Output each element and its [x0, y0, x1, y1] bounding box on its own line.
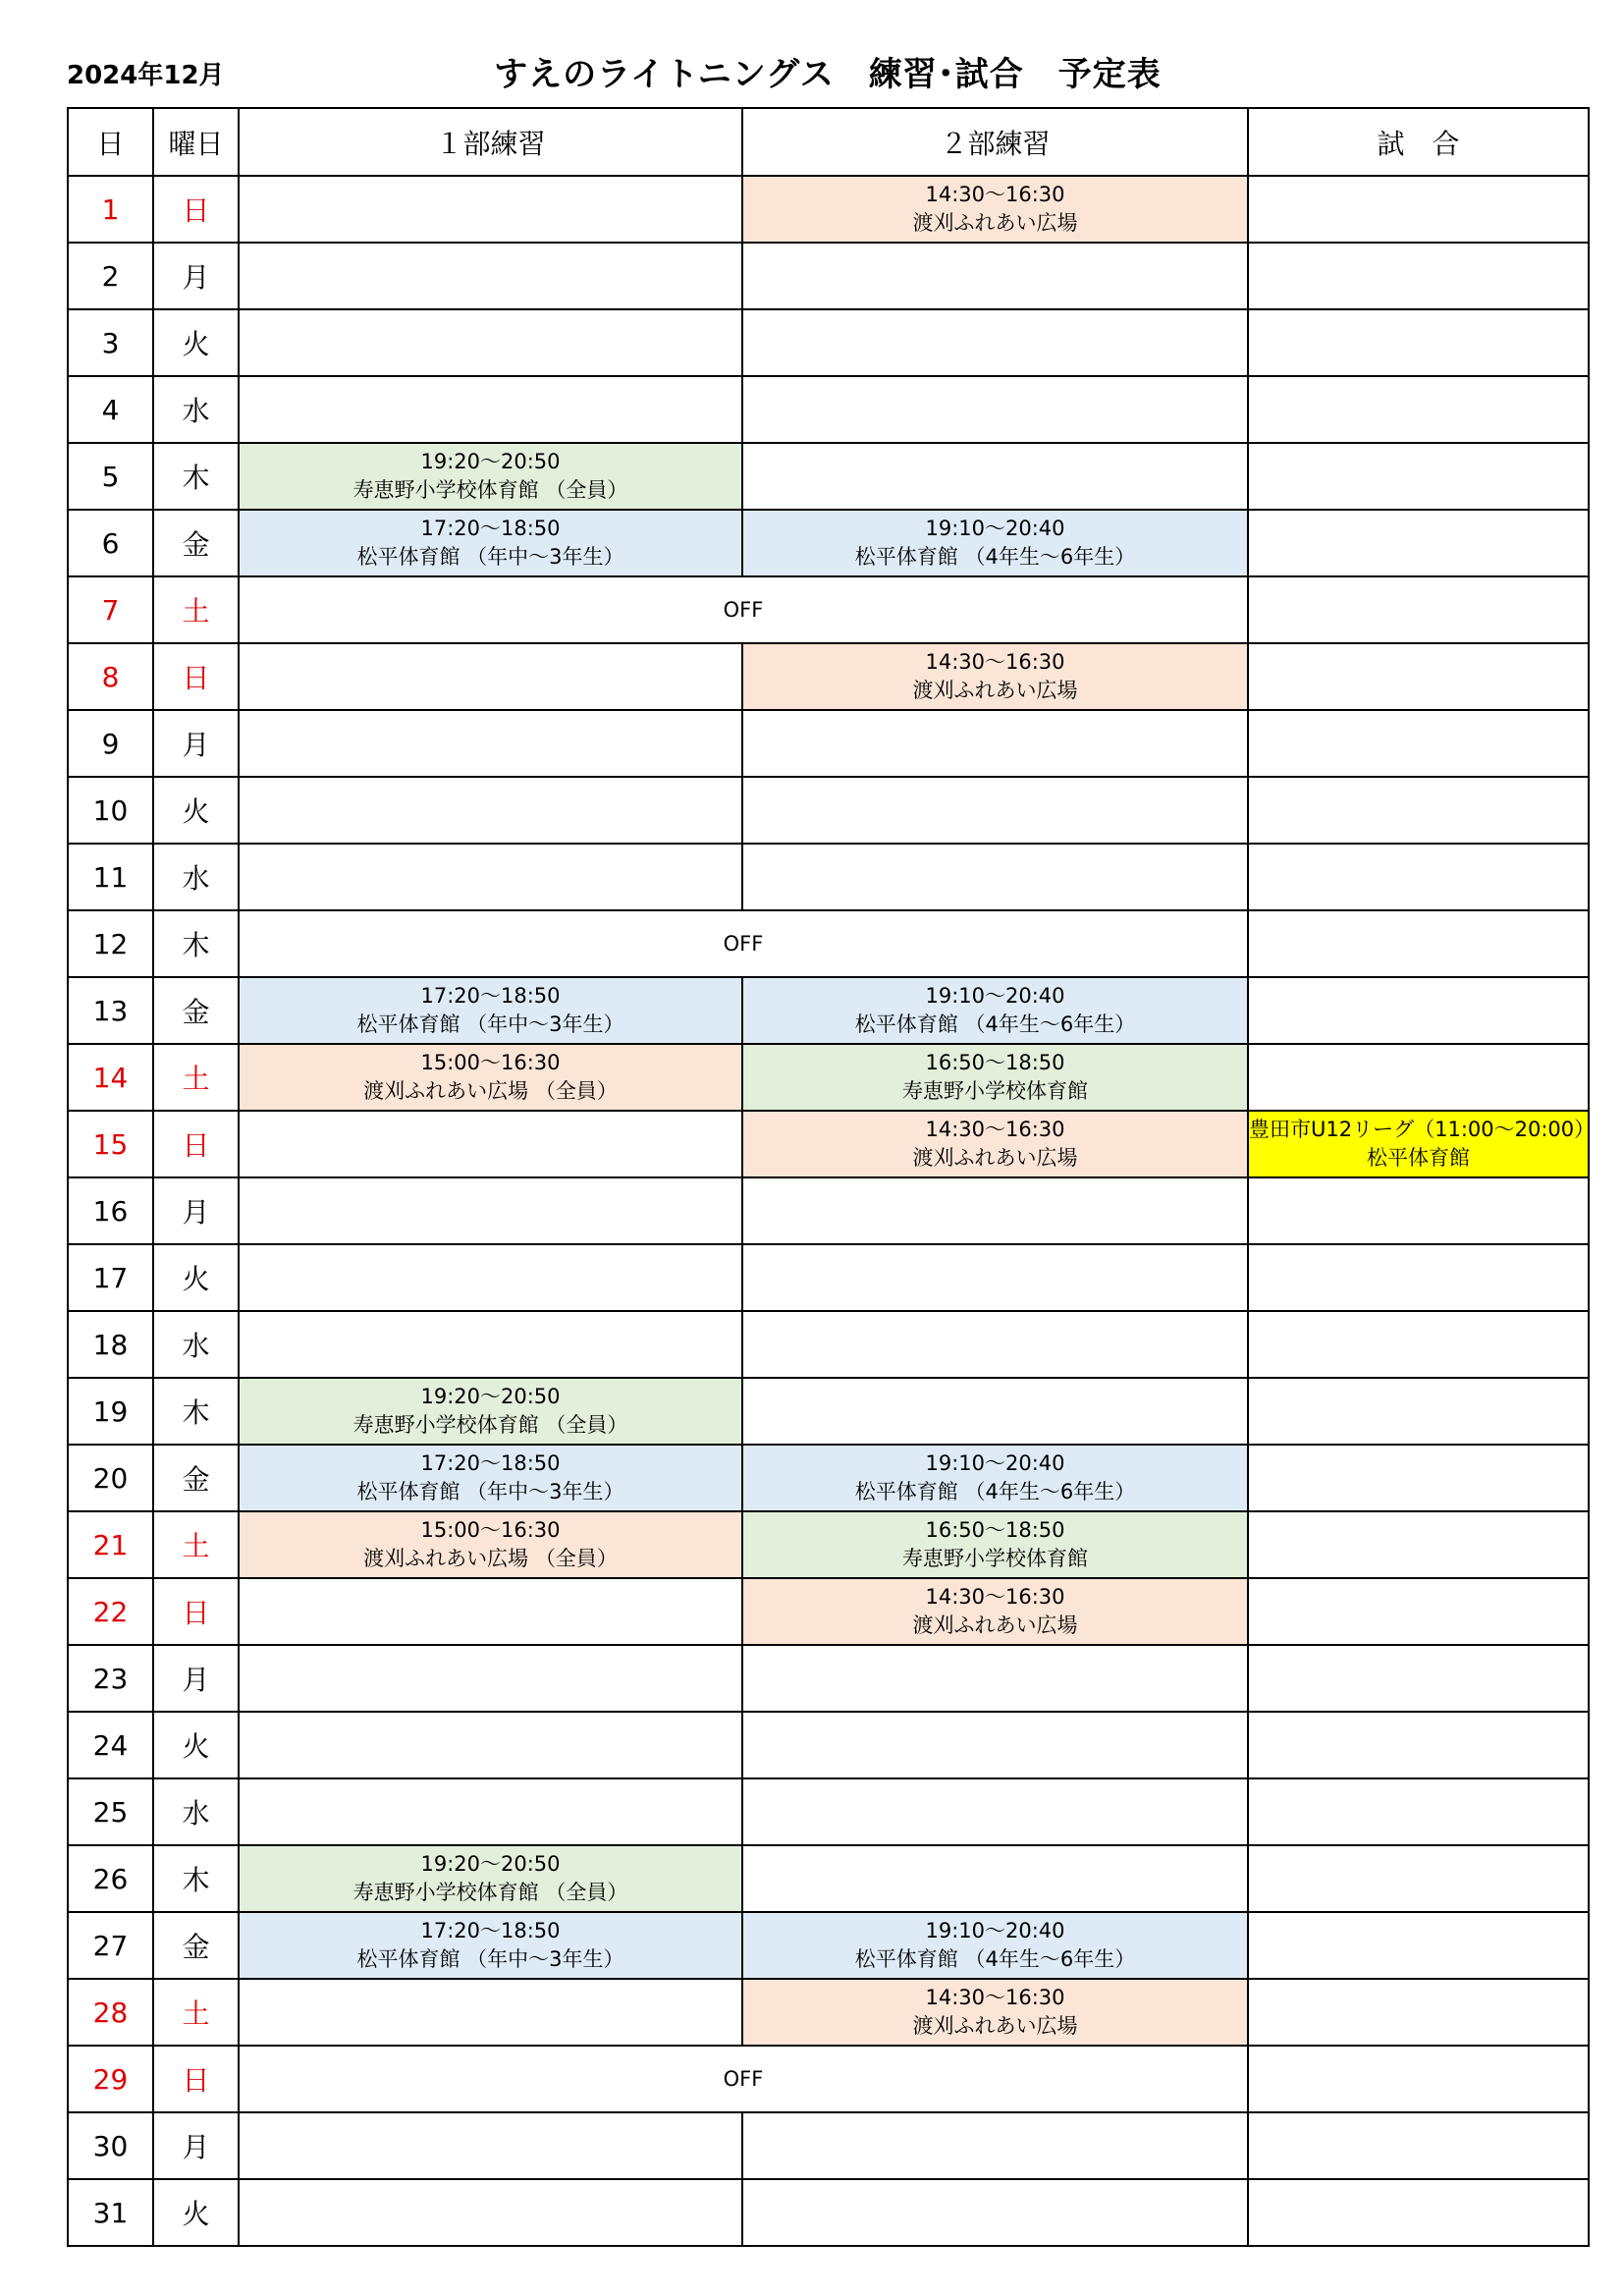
table-row — [68, 1378, 1589, 1445]
game-cell — [1248, 576, 1589, 643]
practice-2-cell — [742, 443, 1248, 510]
table-row — [68, 1845, 1589, 1912]
practice-place: 渡刈ふれあい広場 — [912, 1613, 1078, 1637]
weekday: 火 — [153, 777, 239, 844]
game-cell — [1248, 710, 1589, 777]
weekday: 日 — [153, 1111, 239, 1177]
practice-2-cell — [742, 1044, 1248, 1111]
practice-2-cell — [742, 1111, 1248, 1177]
practice-place: 渡刈ふれあい広場 — [912, 1146, 1078, 1170]
practice-time: 15:00～16:30 — [420, 1518, 561, 1542]
col-header-game: 試 合 — [1248, 108, 1589, 176]
game-cell — [1248, 1378, 1589, 1445]
practice-1-cell — [239, 309, 742, 376]
game-cell — [1248, 1177, 1589, 1244]
table-row — [68, 443, 1589, 510]
game-cell — [1248, 309, 1589, 376]
practice-time: 19:20～20:50 — [420, 1852, 561, 1876]
weekday: 金 — [153, 510, 239, 576]
day-number: 24 — [68, 1712, 153, 1778]
day-number: 12 — [68, 910, 153, 977]
practice-2-cell — [742, 1445, 1248, 1511]
game-cell — [1248, 2046, 1589, 2112]
practice-time: 16:50～18:50 — [925, 1051, 1065, 1074]
weekday: 土 — [153, 1044, 239, 1111]
game-cell — [1248, 1912, 1589, 1979]
day-number: 8 — [68, 643, 153, 710]
table-row — [68, 1177, 1589, 1244]
practice-2-cell — [742, 1845, 1248, 1912]
month-label: 2024年12月 — [67, 61, 225, 90]
practice-place: 松平体育館 （4年生～6年生） — [854, 1480, 1136, 1503]
practice-1-cell — [239, 1445, 742, 1511]
practice-time: 19:20～20:50 — [420, 1385, 561, 1408]
page-title: すえのライトニングス 練習･試合 予定表 — [494, 55, 1162, 94]
weekday: 火 — [153, 309, 239, 376]
table-row — [68, 2179, 1589, 2246]
table-row — [68, 1979, 1589, 2046]
game-cell — [1248, 176, 1589, 243]
col-header-practice-1: １部練習 — [239, 108, 742, 176]
practice-2-cell — [742, 1311, 1248, 1378]
col-header-weekday: 曜日 — [153, 108, 239, 176]
practice-time: 19:20～20:50 — [420, 450, 561, 473]
game-cell — [1248, 1845, 1589, 1912]
practice-place: 松平体育館 （年中～3年生） — [356, 1480, 624, 1503]
practice-2-cell — [742, 977, 1248, 1044]
practice-time: 14:30～16:30 — [925, 1118, 1065, 1141]
practice-2-cell — [742, 643, 1248, 710]
practice-1-cell — [239, 376, 742, 443]
table-row — [68, 1645, 1589, 1712]
game-cell — [1248, 1778, 1589, 1845]
day-number: 22 — [68, 1578, 153, 1645]
day-number: 17 — [68, 1244, 153, 1311]
table-row — [68, 1311, 1589, 1378]
table-row — [68, 2112, 1589, 2179]
schedule-table — [67, 107, 1596, 2247]
weekday: 火 — [153, 1712, 239, 1778]
practice-time: 19:10～20:40 — [925, 1451, 1065, 1475]
practice-2-cell — [742, 1979, 1248, 2046]
weekday: 日 — [153, 1578, 239, 1645]
practice-time: 17:20～18:50 — [420, 984, 561, 1008]
weekday: 金 — [153, 1445, 239, 1511]
game-cell — [1248, 443, 1589, 510]
game-cell — [1248, 844, 1589, 910]
practice-1-cell — [239, 1645, 742, 1712]
weekday: 水 — [153, 1311, 239, 1378]
practice-2-cell — [742, 1912, 1248, 1979]
day-number: 16 — [68, 1177, 153, 1244]
table-row — [68, 176, 1589, 243]
practice-2-cell — [742, 1712, 1248, 1778]
practice-place: 渡刈ふれあい広場 — [912, 2014, 1078, 2038]
practice-1-cell — [239, 643, 742, 710]
weekday: 月 — [153, 2112, 239, 2179]
table-row — [68, 777, 1589, 844]
practice-2-cell — [742, 510, 1248, 576]
day-number: 4 — [68, 376, 153, 443]
practice-1-cell — [239, 1177, 742, 1244]
day-number: 10 — [68, 777, 153, 844]
practice-place: 渡刈ふれあい広場 （全員） — [363, 1079, 618, 1103]
practice-place: 寿恵野小学校体育館 — [902, 1079, 1088, 1103]
practice-1-cell — [239, 2112, 742, 2179]
game-cell — [1248, 777, 1589, 844]
weekday: 土 — [153, 576, 239, 643]
weekday: 金 — [153, 1912, 239, 1979]
table-row — [68, 2046, 1589, 2112]
practice-2-cell — [742, 1244, 1248, 1311]
practice-2-cell — [742, 1778, 1248, 1845]
weekday: 木 — [153, 443, 239, 510]
weekday: 日 — [153, 643, 239, 710]
practice-place: 渡刈ふれあい広場 — [912, 679, 1078, 702]
table-row — [68, 309, 1589, 376]
game-place: 松平体育館 — [1367, 1146, 1470, 1170]
table-row — [68, 1912, 1589, 1979]
practice-1-cell — [239, 510, 742, 576]
table-row — [68, 1511, 1589, 1578]
table-row — [68, 1044, 1589, 1111]
day-number: 18 — [68, 1311, 153, 1378]
practice-place: 渡刈ふれあい広場 （全員） — [363, 1547, 618, 1570]
practice-1-cell — [239, 777, 742, 844]
practice-1-cell — [239, 1578, 742, 1645]
practice-place: 松平体育館 （4年生～6年生） — [854, 545, 1136, 569]
game-cell — [1248, 643, 1589, 710]
practice-2-cell — [742, 1378, 1248, 1445]
weekday: 火 — [153, 2179, 239, 2246]
day-number: 23 — [68, 1645, 153, 1712]
game-cell — [1248, 243, 1589, 309]
practice-2-cell — [742, 777, 1248, 844]
table-row — [68, 844, 1589, 910]
day-number: 5 — [68, 443, 153, 510]
table-row — [68, 1244, 1589, 1311]
practice-time: 14:30～16:30 — [925, 650, 1065, 674]
weekday: 木 — [153, 910, 239, 977]
table-row — [68, 1778, 1589, 1845]
table-row — [68, 376, 1589, 443]
practice-1-cell — [239, 1111, 742, 1177]
practice-time: 19:10～20:40 — [925, 984, 1065, 1008]
practice-2-cell — [742, 376, 1248, 443]
game-cell — [1248, 1578, 1589, 1645]
practice-time: 14:30～16:30 — [925, 1986, 1065, 2009]
table-row — [68, 643, 1589, 710]
day-number: 7 — [68, 576, 153, 643]
practice-2-cell — [742, 1578, 1248, 1645]
practice-2-cell — [742, 844, 1248, 910]
day-number: 13 — [68, 977, 153, 1044]
day-number: 26 — [68, 1845, 153, 1912]
weekday: 日 — [153, 2046, 239, 2112]
practice-2-cell — [742, 1177, 1248, 1244]
header-row — [68, 108, 1589, 176]
practice-1-cell — [239, 1912, 742, 1979]
day-number: 29 — [68, 2046, 153, 2112]
game-cell — [1248, 2179, 1589, 2246]
practice-time: 15:00～16:30 — [420, 1051, 561, 1074]
day-number: 30 — [68, 2112, 153, 2179]
practice-1-cell — [239, 2179, 742, 2246]
table-row — [68, 977, 1589, 1044]
game-cell — [1248, 1445, 1589, 1511]
practice-1-cell — [239, 1712, 742, 1778]
practice-place: 寿恵野小学校体育館 （全員） — [352, 478, 628, 502]
practice-time: 17:20～18:50 — [420, 1919, 561, 1942]
practice-place: 寿恵野小学校体育館 — [902, 1547, 1088, 1570]
game-name: 豊田市U12リーグ（11:00～20:00） — [1249, 1118, 1596, 1141]
practice-1-cell — [239, 1979, 742, 2046]
table-row — [68, 1111, 1589, 1177]
page-header — [67, 47, 1589, 106]
practice-1-cell — [239, 977, 742, 1044]
game-cell — [1248, 910, 1589, 977]
day-number: 25 — [68, 1778, 153, 1845]
practice-1-cell — [239, 1244, 742, 1311]
practice-1-cell — [239, 243, 742, 309]
day-number: 19 — [68, 1378, 153, 1445]
weekday: 土 — [153, 1511, 239, 1578]
weekday: 水 — [153, 1778, 239, 1845]
practice-2-cell — [742, 309, 1248, 376]
practice-1-cell — [239, 1778, 742, 1845]
day-number: 14 — [68, 1044, 153, 1111]
weekday: 金 — [153, 977, 239, 1044]
table-row — [68, 910, 1589, 977]
table-row — [68, 1578, 1589, 1645]
weekday: 月 — [153, 1645, 239, 1712]
practice-2-cell — [742, 1511, 1248, 1578]
practice-time: 19:10～20:40 — [925, 517, 1065, 540]
practice-2-cell — [742, 243, 1248, 309]
weekday: 火 — [153, 1244, 239, 1311]
table-row — [68, 1445, 1589, 1511]
practice-time: 14:30～16:30 — [925, 1585, 1065, 1609]
practice-1-cell — [239, 176, 742, 243]
practice-place: 寿恵野小学校体育館 （全員） — [352, 1881, 628, 1904]
practice-2-cell — [742, 2112, 1248, 2179]
practice-place: 松平体育館 （年中～3年生） — [356, 1012, 624, 1036]
practice-time: 19:10～20:40 — [925, 1919, 1065, 1942]
practice-2-cell — [742, 1645, 1248, 1712]
col-header-practice-2: ２部練習 — [742, 108, 1248, 176]
day-number: 28 — [68, 1979, 153, 2046]
weekday: 月 — [153, 710, 239, 777]
practice-place: 松平体育館 （年中～3年生） — [356, 1947, 624, 1971]
day-number: 6 — [68, 510, 153, 576]
day-number: 21 — [68, 1511, 153, 1578]
practice-1-cell — [239, 443, 742, 510]
game-cell — [1248, 510, 1589, 576]
practice-time: 14:30～16:30 — [925, 183, 1065, 206]
game-cell — [1248, 1979, 1589, 2046]
game-cell — [1248, 977, 1589, 1044]
practice-1-cell — [239, 844, 742, 910]
day-number: 20 — [68, 1445, 153, 1511]
practice-1-cell — [239, 1311, 742, 1378]
game-cell — [1248, 1311, 1589, 1378]
table-row — [68, 710, 1589, 777]
game-cell — [1248, 1645, 1589, 1712]
game-cell — [1248, 1511, 1589, 1578]
practice-1-cell — [239, 1044, 742, 1111]
practice-1-cell — [239, 1378, 742, 1445]
table-row — [68, 510, 1589, 576]
table-row — [68, 1712, 1589, 1778]
practice-2-cell — [742, 2179, 1248, 2246]
practice-1-cell — [239, 1511, 742, 1578]
practice-place: 渡刈ふれあい広場 — [912, 211, 1078, 235]
off-cell: OFF — [239, 576, 1248, 643]
practice-place: 松平体育館 （4年生～6年生） — [854, 1947, 1136, 1971]
game-cell — [1248, 2112, 1589, 2179]
weekday: 月 — [153, 243, 239, 309]
practice-time: 17:20～18:50 — [420, 1451, 561, 1475]
practice-place: 松平体育館 （年中～3年生） — [356, 545, 624, 569]
table-row — [68, 576, 1589, 643]
game-cell — [1248, 1712, 1589, 1778]
col-header-day: 日 — [68, 108, 153, 176]
practice-place: 寿恵野小学校体育館 （全員） — [352, 1413, 628, 1437]
weekday: 土 — [153, 1979, 239, 2046]
day-number: 9 — [68, 710, 153, 777]
weekday: 月 — [153, 1177, 239, 1244]
day-number: 3 — [68, 309, 153, 376]
weekday: 日 — [153, 176, 239, 243]
day-number: 31 — [68, 2179, 153, 2246]
weekday: 木 — [153, 1845, 239, 1912]
weekday: 水 — [153, 376, 239, 443]
practice-time: 16:50～18:50 — [925, 1518, 1065, 1542]
day-number: 11 — [68, 844, 153, 910]
practice-time: 17:20～18:50 — [420, 517, 561, 540]
practice-place: 松平体育館 （4年生～6年生） — [854, 1012, 1136, 1036]
weekday: 水 — [153, 844, 239, 910]
weekday: 木 — [153, 1378, 239, 1445]
game-cell — [1248, 376, 1589, 443]
table-row — [68, 243, 1589, 309]
game-cell — [1248, 1044, 1589, 1111]
day-number: 15 — [68, 1111, 153, 1177]
day-number: 27 — [68, 1912, 153, 1979]
practice-1-cell — [239, 710, 742, 777]
practice-2-cell — [742, 710, 1248, 777]
game-cell — [1248, 1244, 1589, 1311]
off-cell: OFF — [239, 2046, 1248, 2112]
day-number: 1 — [68, 176, 153, 243]
game-cell — [1248, 1111, 1596, 1177]
day-number: 2 — [68, 243, 153, 309]
practice-1-cell — [239, 1845, 742, 1912]
practice-2-cell — [742, 176, 1248, 243]
off-cell: OFF — [239, 910, 1248, 977]
